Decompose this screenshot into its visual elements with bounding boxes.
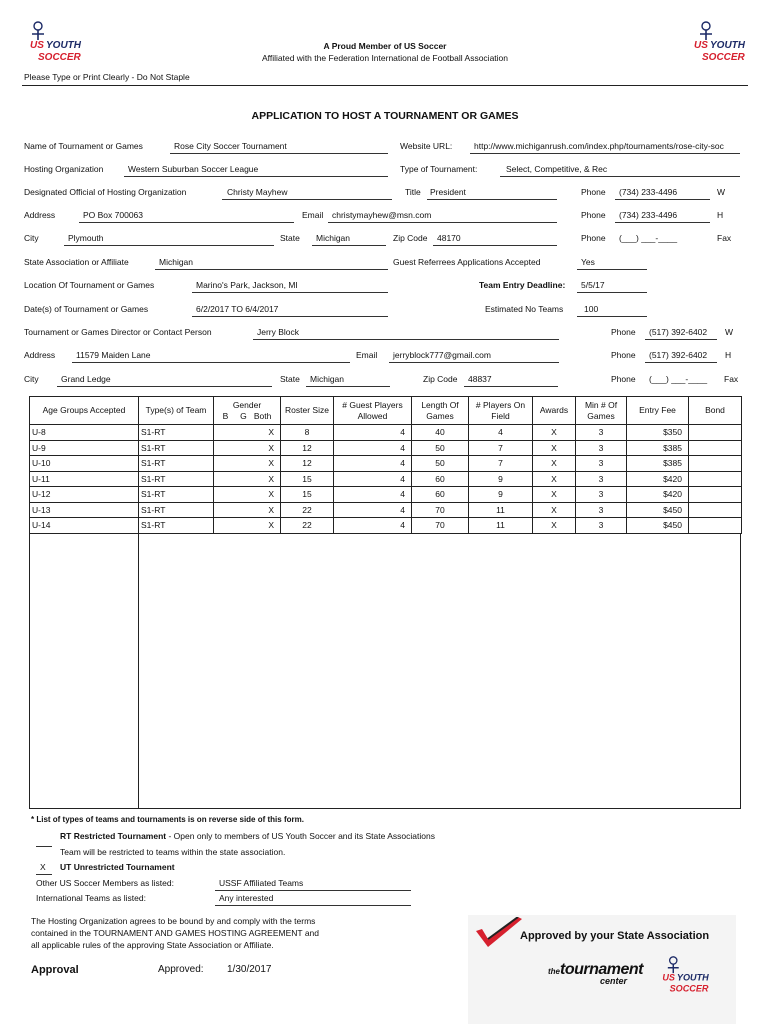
cell-awards[interactable]: X [533,471,576,487]
official-value[interactable]: Christy Mayhew [227,187,288,197]
col-bond-header: Bond [689,397,742,425]
col-type-header: Type(s) of Team [139,397,214,425]
dates-underline [192,316,388,317]
cell-roster[interactable]: 12 [281,440,334,456]
svg-text:SOCCER: SOCCER [702,52,745,63]
cell-length[interactable]: 50 [412,456,469,472]
cell-gender[interactable]: X [214,440,281,456]
address-label: Address [24,210,56,220]
dphone2-label: Phone [611,350,636,360]
state-underline [312,245,386,246]
us-youth-soccer-logo-left [28,20,84,64]
cell-bond[interactable] [689,425,742,441]
cell-type[interactable]: S1-RT [139,518,214,534]
svg-text:US: US [662,972,675,983]
cell-bond[interactable] [689,456,742,472]
location-label: Location Of Tournament or Games [24,280,155,290]
cell-length[interactable]: 40 [412,425,469,441]
phone3-label: Phone [581,233,606,243]
table-empty-area [29,534,741,809]
svg-text:SOCCER: SOCCER [669,983,709,994]
cell-roster[interactable]: 15 [281,471,334,487]
cell-min[interactable]: 3 [576,487,627,503]
cell-awards[interactable]: X [533,440,576,456]
col-fee-header: Entry Fee [627,397,689,425]
email-value[interactable]: christymayhew@msn.com [332,210,432,220]
cell-fee[interactable]: $420 [627,487,689,503]
cell-guest[interactable]: 4 [334,471,412,487]
cell-gender[interactable]: X [214,471,281,487]
cell-players[interactable]: 9 [469,487,533,503]
cell-type[interactable]: S1-RT [139,471,214,487]
svg-text:US: US [30,40,44,51]
cell-guest[interactable]: 4 [334,502,412,518]
agreement-line-3: all applicable rules of the approving State Association or Affiliate. [31,940,274,950]
type-underline [500,176,740,177]
zip-underline [433,245,557,246]
website-underline [470,153,740,154]
cell-min[interactable]: 3 [576,425,627,441]
cell-bond[interactable] [689,440,742,456]
cell-type[interactable]: S1-RT [139,487,214,503]
cell-gender[interactable]: X [214,487,281,503]
col-players-header: # Players On Field [469,397,533,425]
cell-age[interactable]: U-10 [30,456,139,472]
state-value[interactable]: Michigan [316,233,351,243]
cell-awards[interactable]: X [533,425,576,441]
cell-length[interactable]: 60 [412,487,469,503]
cell-fee[interactable]: $385 [627,440,689,456]
cell-gender[interactable]: X [214,502,281,518]
cell-players[interactable]: 11 [469,518,533,534]
website-label: Website URL: [400,141,453,151]
dzip-value[interactable]: 48837 [468,374,492,384]
cell-guest[interactable]: 4 [334,487,412,503]
cell-age[interactable]: U-8 [30,425,139,441]
cell-players[interactable]: 7 [469,456,533,472]
dphone1-label: Phone [611,327,636,337]
cell-roster[interactable]: 22 [281,502,334,518]
cell-age[interactable]: U-11 [30,471,139,487]
dphone3-type: Fax [724,374,739,384]
banner-text: Approved by your State Association [520,930,710,942]
intl-underline [215,905,411,906]
ut-mark[interactable]: X [40,862,46,872]
daddress-value[interactable]: 11579 Maiden Lane [76,350,151,360]
phone2-type: H [717,210,724,220]
cell-min[interactable]: 3 [576,456,627,472]
cell-roster[interactable]: 22 [281,518,334,534]
daddress-underline [72,362,350,363]
rt-desc2: Team will be restricted to teams within the state association. [60,847,286,857]
dphone2-value[interactable]: (517) 392-6402 [649,350,708,360]
deadline-value[interactable]: 5/5/17 [581,280,605,290]
demail-underline [389,362,559,363]
col-roster-header: Roster Size [281,397,334,425]
state-assoc-value[interactable]: Michigan [159,257,194,267]
demail-label: Email [356,350,378,360]
demail-value[interactable]: jerryblock777@gmail.com [393,350,491,360]
dzip-underline [464,386,558,387]
dphone1-underline [645,339,717,340]
cell-bond[interactable] [689,502,742,518]
phone2-label: Phone [581,210,606,220]
cell-guest[interactable]: 4 [334,456,412,472]
est-teams-underline [577,316,647,317]
host-org-value[interactable]: Western Suburban Soccer League [128,164,259,174]
table-row [30,440,742,456]
cell-awards[interactable]: X [533,518,576,534]
cell-players[interactable]: 7 [469,440,533,456]
cell-bond[interactable] [689,471,742,487]
col-guest-header: # Guest Players Allowed [334,397,412,425]
cell-roster[interactable]: 15 [281,487,334,503]
name-underline [170,153,388,154]
col-min-header: Min # Of Games [576,397,627,425]
type-value[interactable]: Select, Competitive, & Rec [506,164,608,174]
cell-length[interactable]: 50 [412,440,469,456]
cell-age[interactable]: U-12 [30,487,139,503]
director-underline [253,339,559,340]
dphone1-value[interactable]: (517) 392-6402 [649,327,708,337]
other-members-label: Other US Soccer Members as listed: [36,878,174,888]
cell-bond[interactable] [689,518,742,534]
address-underline [79,222,294,223]
dcity-label: City [24,374,39,384]
intl-label: International Teams as listed: [36,893,146,903]
list-note: * List of types of teams and tournaments is on reverse side of this form. [31,815,304,824]
rt-checkbox-line[interactable] [36,846,52,847]
zip-label: Zip Code [393,233,428,243]
cell-min[interactable]: 3 [576,502,627,518]
location-underline [192,292,388,293]
cell-awards[interactable]: X [533,502,576,518]
city-value[interactable]: Plymouth [68,233,104,243]
name-label: Name of Tournament or Games [24,141,143,151]
svg-text:SOCCER: SOCCER [38,52,81,63]
cell-min[interactable]: 3 [576,471,627,487]
email-underline [328,222,557,223]
cell-length[interactable]: 70 [412,518,469,534]
agreement-line-1: The Hosting Organization agrees to be bound by and comply with the terms [31,916,316,926]
address-value[interactable]: PO Box 700063 [83,210,144,220]
phone2-underline [615,222,710,223]
cell-type[interactable]: S1-RT [139,456,214,472]
cell-roster[interactable]: 12 [281,456,334,472]
approval-label: Approval [31,964,79,976]
dphone2-type: H [725,350,732,360]
cell-fee[interactable]: $350 [627,425,689,441]
cell-fee[interactable]: $420 [627,471,689,487]
table-row [30,425,742,441]
est-teams-label: Estimated No Teams [485,304,564,314]
phone1-value[interactable]: (734) 233-4496 [619,187,678,197]
ut-title: UT Unrestricted Tournament [60,862,175,872]
phone3-type: Fax [717,233,732,243]
svg-text:YOUTH: YOUTH [46,40,81,51]
official-underline [222,199,392,200]
dphone3-label: Phone [611,374,636,384]
intl-value[interactable]: Any interested [219,893,274,903]
approved-date[interactable]: 1/30/2017 [227,964,272,975]
phone3-value[interactable]: (___) ___-____ [619,233,678,243]
dzip-label: Zip Code [423,374,458,384]
state-label: State [280,233,300,243]
cell-length[interactable]: 70 [412,502,469,518]
deadline-label: Team Entry Deadline: [479,280,566,290]
guest-ref-underline [577,269,647,270]
cell-gender[interactable]: X [214,456,281,472]
cell-guest[interactable]: 4 [334,518,412,534]
checkmark-icon [472,917,524,951]
cell-fee[interactable]: $450 [627,502,689,518]
gender-subheader: B G Both [222,410,272,421]
email-label: Email [302,210,324,220]
host-org-underline [124,176,388,177]
city-label: City [24,233,39,243]
website-value[interactable]: http://www.michiganrush.com/index.php/tournaments/rose-city-soc [474,141,724,151]
approved-label: Approved: [158,964,204,975]
form-title: APPLICATION TO HOST A TOURNAMENT OR GAMES [251,110,519,122]
cell-guest[interactable]: 4 [334,440,412,456]
us-youth-soccer-logo-bottom [660,955,712,995]
table-empty-divider [138,534,139,809]
title-underline [427,199,557,200]
zip-value[interactable]: 48170 [437,233,461,243]
dstate-value[interactable]: Michigan [310,374,345,384]
guest-ref-value[interactable]: Yes [581,257,595,267]
ut-checkbox-line [36,874,52,875]
director-label: Tournament or Games Director or Contact Person [24,327,212,337]
cell-fee[interactable]: $450 [627,518,689,534]
cell-min[interactable]: 3 [576,518,627,534]
table-row [30,518,742,534]
header-member-line: A Proud Member of US Soccer [323,41,447,51]
phone1-label: Phone [581,187,606,197]
svg-text:YOUTH: YOUTH [710,40,745,51]
svg-text:YOUTH: YOUTH [676,972,709,983]
us-youth-soccer-logo-right [692,20,748,64]
col-length-header: Length Of Games [412,397,469,425]
est-teams-value[interactable]: 100 [584,304,599,314]
city-underline [64,245,274,246]
cell-length[interactable]: 60 [412,471,469,487]
cell-gender[interactable]: X [214,518,281,534]
state-assoc-label: State Association or Affiliate [24,257,129,267]
cell-roster[interactable]: 8 [281,425,334,441]
cell-players[interactable]: 9 [469,471,533,487]
location-value[interactable]: Marino's Park, Jackson, MI [196,280,298,290]
official-label: Designated Official of Hosting Organization [24,187,187,197]
cell-players[interactable]: 11 [469,502,533,518]
dcity-value[interactable]: Grand Ledge [61,374,111,384]
daddress-label: Address [24,350,56,360]
cell-age[interactable]: U-9 [30,440,139,456]
name-value[interactable]: Rose City Soccer Tournament [174,141,287,151]
dstate-label: State [280,374,300,384]
title-value[interactable]: President [430,187,466,197]
tournament-center-logo: thetournament center [548,961,643,986]
dphone2-underline [645,362,717,363]
cell-age[interactable]: U-14 [30,518,139,534]
cell-bond[interactable] [689,487,742,503]
agreement-line-2: contained in the TOURNAMENT AND GAMES HOSTING AGREEMENT and [31,928,319,938]
other-members-value[interactable]: USSF Affiliated Teams [219,878,304,888]
dstate-underline [306,386,390,387]
col-age-header: Age Groups Accepted [30,397,139,425]
cell-guest[interactable]: 4 [334,425,412,441]
cell-gender[interactable]: X [214,425,281,441]
type-label: Type of Tournament: [400,164,478,174]
dates-value[interactable]: 6/2/2017 TO 6/4/2017 [196,304,279,314]
cell-type[interactable]: S1-RT [139,425,214,441]
state-assoc-underline [155,269,388,270]
cell-awards[interactable]: X [533,487,576,503]
title-label: Title [405,187,421,197]
col-gender-header: Gender B G Both [214,397,281,425]
cell-fee[interactable]: $385 [627,456,689,472]
rt-line: RT Restricted Tournament - Open only to members of US Youth Soccer and its State Associations [60,831,435,841]
table-row [30,456,742,472]
table-row [30,502,742,518]
dphone3-value[interactable]: (___) ___-____ [649,374,708,384]
director-value[interactable]: Jerry Block [257,327,300,337]
phone1-underline [615,199,710,200]
cell-awards[interactable]: X [533,456,576,472]
guest-ref-label: Guest Referrees Applications Accepted [393,257,541,267]
cell-players[interactable]: 4 [469,425,533,441]
col-awards-header: Awards [533,397,576,425]
svg-text:US: US [694,40,708,51]
cell-type[interactable]: S1-RT [139,440,214,456]
dphone1-type: W [725,327,734,337]
teams-table [29,396,742,534]
phone2-value[interactable]: (734) 233-4496 [619,210,678,220]
phone1-type: W [717,187,726,197]
deadline-underline [577,292,647,293]
cell-type[interactable]: S1-RT [139,502,214,518]
cell-min[interactable]: 3 [576,440,627,456]
cell-age[interactable]: U-13 [30,502,139,518]
dates-label: Date(s) of Tournament or Games [24,304,149,314]
table-row [30,471,742,487]
host-org-label: Hosting Organization [24,164,104,174]
approval-banner [468,915,736,1024]
header-notice: Please Type or Print Clearly - Do Not Staple [24,72,190,82]
table-row [30,487,742,503]
dcity-underline [57,386,272,387]
other-members-underline [215,890,411,891]
header-affiliation-line: Affiliated with the Federation International de Football Association [261,53,509,63]
header-divider [22,85,748,86]
